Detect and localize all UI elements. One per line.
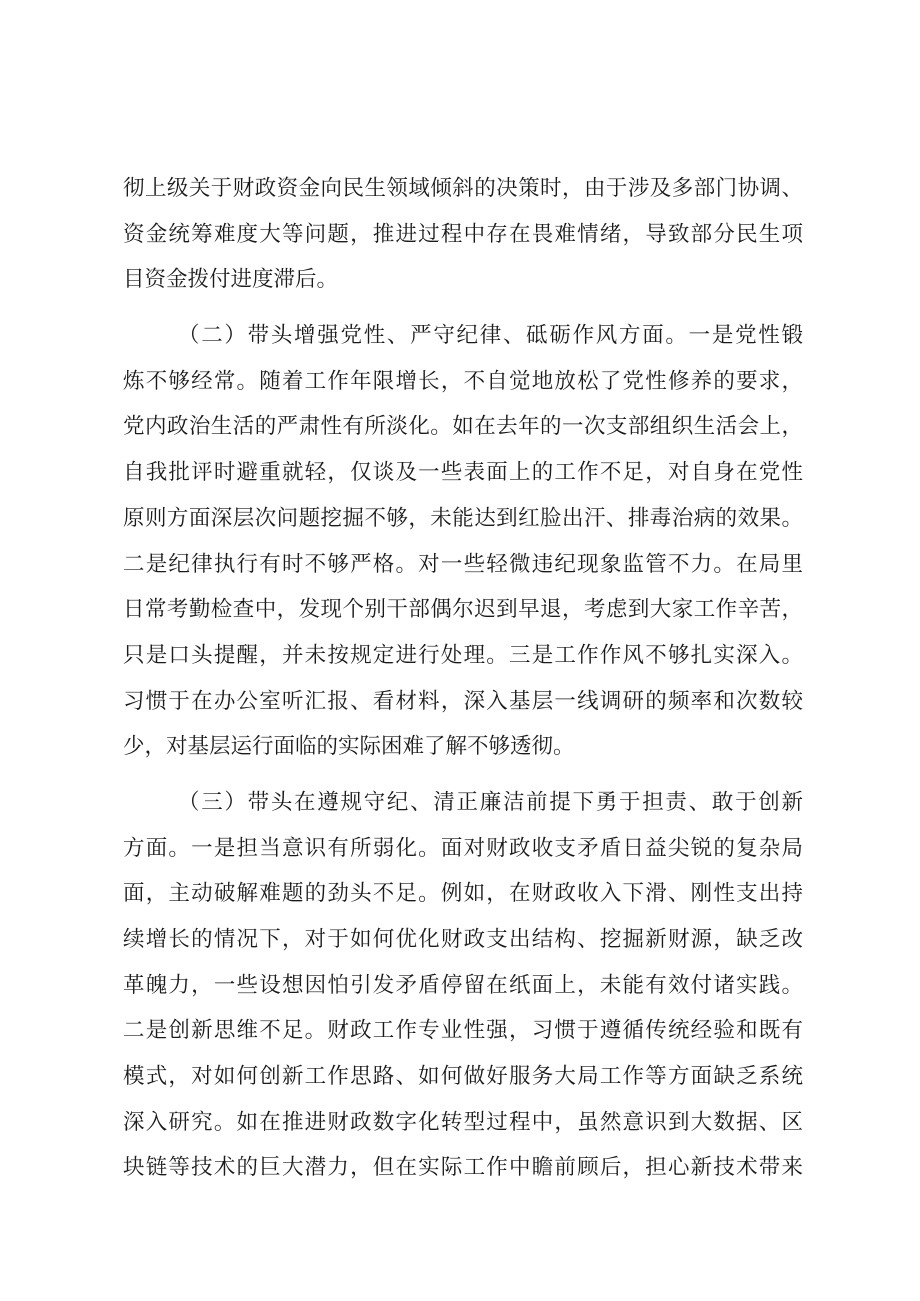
text-line: 革魄力，一些设想因怕引发矛盾停留在纸面上，未能有效付诸实践。	[123, 972, 803, 998]
text-line: 续增长的情况下，对于如何优化财政支出结构、挖掘新财源，缺乏改	[123, 927, 803, 952]
text-line: 资金统筹难度大等问题，推进过程中存在畏难情绪，导致部分民生项	[123, 221, 803, 247]
text-line: 模式，对如何创新工作思路、如何做好服务大局工作等方面缺乏系统	[123, 1064, 803, 1090]
text-line: 炼不够经常。随着工作年限增长，不自觉地放松了党性修养的要求，	[123, 368, 803, 394]
text-line: 二是创新思维不足。财政工作专业性强，习惯于遵循传统经验和既有	[123, 1018, 803, 1044]
text-line: 只是口头提醒，并未按规定进行处理。三是工作作风不够扎实深入。	[123, 642, 803, 668]
text-line: 党内政治生活的严肃性有所淡化。如在去年的一次支部组织生活会上，	[123, 414, 803, 440]
paragraph-party-spirit	[123, 313, 803, 770]
text-line: 块链等技术的巨大潜力，但在实际工作中瞻前顾后，担心新技术带来	[123, 1155, 803, 1181]
text-line: 习惯于在办公室听汇报、看材料，深入基层一线调研的频率和次数较	[123, 688, 803, 714]
paragraph-continuation	[123, 166, 803, 303]
text-line: 二是纪律执行有时不够严格。对一些轻微违纪现象监管不力。在局里	[123, 551, 803, 577]
text-line: 少，对基层运行面临的实际困难了解不够透彻。	[123, 734, 575, 760]
section-heading-line: （二）带头增强党性、严守纪律、砥砺作风方面。一是党性锻	[178, 323, 803, 349]
text-line: 深入研究。如在推进财政数字化转型过程中，虽然意识到大数据、区	[123, 1109, 803, 1135]
text-line: 原则方面深层次问题挖掘不够，未能达到红脸出汗、排毒治病的效果。	[123, 505, 803, 531]
text-line: 方面。一是担当意识有所弱化。面对财政收支矛盾日益尖锐的复杂局	[123, 835, 803, 861]
text-line: 彻上级关于财政资金向民生领域倾斜的决策时，由于涉及多部门协调、	[123, 176, 803, 201]
document-body	[123, 166, 803, 1191]
text-line: 日常考勤检查中，发现个别干部偶尔迟到早退，考虑到大家工作辛苦，	[123, 597, 803, 623]
paragraph-responsibility-innovation	[123, 780, 803, 1191]
text-line: 目资金拨付进度滞后。	[123, 267, 339, 293]
text-line: 面，主动破解难题的劲头不足。例如，在财政收入下滑、刚性支出持	[123, 881, 803, 907]
section-heading-line: （三）带头在遵规守纪、清正廉洁前提下勇于担责、敢于创新	[178, 789, 803, 815]
text-line: 自我批评时避重就轻，仅谈及一些表面上的工作不足，对自身在党性	[123, 460, 803, 486]
